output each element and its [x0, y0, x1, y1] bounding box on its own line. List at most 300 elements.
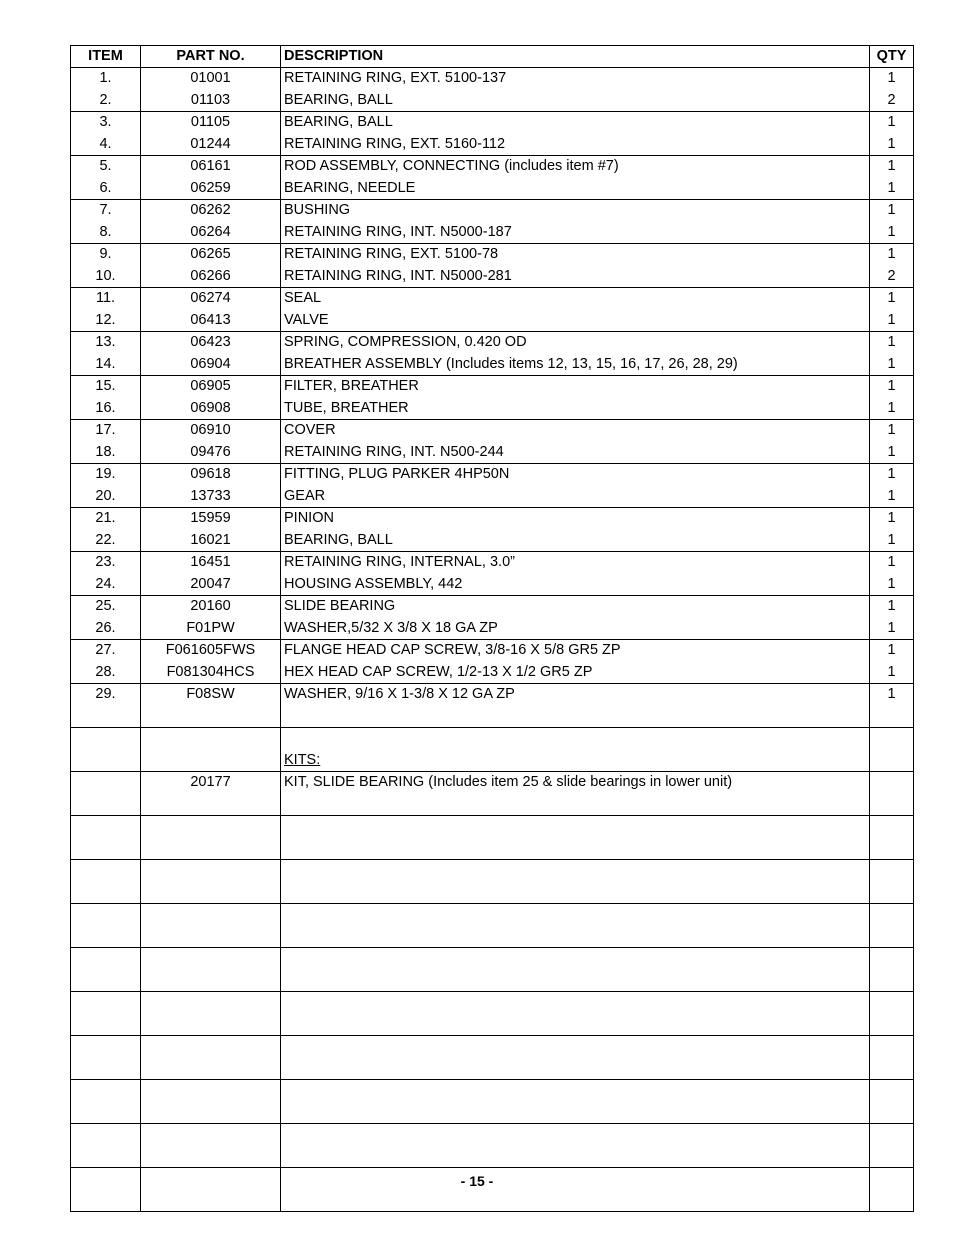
table-row: [71, 1080, 914, 1102]
qty-cell: [870, 68, 914, 90]
item-cell: [71, 266, 141, 288]
part-no-cell: [141, 1124, 281, 1146]
item-cell: [71, 376, 141, 398]
table-row: [71, 486, 914, 508]
description-cell: [281, 1036, 870, 1058]
item-cell-text: 26.: [95, 619, 116, 636]
description-cell: [281, 222, 870, 244]
part-no-cell: [141, 1190, 281, 1212]
item-cell: [71, 904, 141, 926]
item-cell: [71, 640, 141, 662]
description-cell: [281, 288, 870, 310]
table-row: [71, 552, 914, 574]
qty-cell: [870, 222, 914, 244]
part-no-cell: [141, 794, 281, 816]
item-cell: [71, 332, 141, 354]
table-row: [71, 266, 914, 288]
table-row: [71, 838, 914, 860]
table-row: [71, 332, 914, 354]
item-cell: [71, 1036, 141, 1058]
description-cell-text: VALVE: [284, 311, 329, 328]
table-row: [71, 442, 914, 464]
part-no-cell-text: 06904: [190, 355, 231, 372]
qty-cell: [870, 948, 914, 970]
item-cell-text: 22.: [95, 531, 116, 548]
item-cell: [71, 156, 141, 178]
item-cell: [71, 68, 141, 90]
part-no-cell-text: F08SW: [186, 686, 235, 702]
description-cell-text: SEAL: [284, 290, 322, 306]
item-cell-text: 3.: [99, 114, 112, 130]
description-cell: [281, 1058, 870, 1080]
item-cell-text: 29.: [95, 686, 116, 702]
part-no-cell: [141, 156, 281, 178]
item-cell: [71, 970, 141, 992]
item-cell-text: 27.: [95, 642, 116, 658]
qty-cell: [870, 486, 914, 508]
table-row: [71, 288, 914, 310]
qty-cell: [870, 970, 914, 992]
part-no-cell-text: 01244: [190, 135, 231, 152]
qty-cell: [870, 90, 914, 112]
part-no-cell-text: 20177: [190, 774, 231, 790]
qty-cell-text: 1: [887, 686, 896, 702]
qty-cell: [870, 288, 914, 310]
part-no-cell: [141, 244, 281, 266]
table-row: [71, 1058, 914, 1080]
item-cell-text: 8.: [99, 223, 112, 240]
part-no-cell: [141, 222, 281, 244]
part-no-cell-text: 15959: [190, 510, 231, 526]
description-cell: [281, 794, 870, 816]
item-cell: [71, 684, 141, 706]
description-cell: [281, 530, 870, 552]
qty-cell: [870, 1036, 914, 1058]
qty-cell: [870, 574, 914, 596]
qty-cell: [870, 552, 914, 574]
description-cell: [281, 310, 870, 332]
description-cell-text: BREATHER ASSEMBLY (Includes items 12, 13, 15, 16, 17, 26, 28, 29): [284, 355, 738, 372]
qty-cell-text: 1: [887, 399, 896, 416]
item-cell-text: 2.: [99, 91, 112, 108]
part-no-cell: [141, 112, 281, 134]
parts-table-body: [71, 68, 914, 1212]
part-no-cell-text: 01103: [190, 91, 231, 108]
qty-cell-text: 1: [887, 334, 896, 350]
item-cell-text: 17.: [95, 422, 116, 438]
item-cell: [71, 1146, 141, 1168]
description-cell: [281, 706, 870, 728]
qty-cell: [870, 596, 914, 618]
item-cell: [71, 750, 141, 772]
description-cell-text: FLANGE HEAD CAP SCREW, 3/8-16 X 5/8 GR5 ZP: [284, 642, 621, 658]
item-cell-text: 13.: [95, 334, 116, 350]
qty-cell: [870, 134, 914, 156]
item-cell: [71, 794, 141, 816]
description-cell: [281, 948, 870, 970]
description-cell-text: WASHER,5/32 X 3/8 X 18 GA ZP: [284, 619, 498, 636]
description-cell-text: RETAINING RING, INTERNAL, 3.0”: [284, 554, 515, 570]
table-row: [71, 1014, 914, 1036]
table-row: [71, 1124, 914, 1146]
item-cell: [71, 222, 141, 244]
description-cell-text: RETAINING RING, EXT. 5100-137: [284, 70, 507, 86]
description-cell-text: PINION: [284, 510, 334, 526]
item-cell-text: 16.: [95, 399, 116, 416]
description-cell-text: RETAINING RING, INT. N500-244: [284, 443, 504, 460]
description-cell: [281, 508, 870, 530]
part-no-cell: [141, 178, 281, 200]
part-no-cell: [141, 860, 281, 882]
description-cell: [281, 816, 870, 838]
description-cell: [281, 442, 870, 464]
qty-cell: [870, 1102, 914, 1124]
description-cell: [281, 684, 870, 706]
item-cell: [71, 1190, 141, 1212]
description-cell: [281, 354, 870, 376]
item-cell: [71, 992, 141, 1014]
item-cell-text: 14.: [95, 355, 116, 372]
part-no-cell: [141, 596, 281, 618]
part-no-cell: [141, 750, 281, 772]
part-no-cell-text: 06908: [190, 399, 231, 416]
description-cell-text: WASHER, 9/16 X 1-3/8 X 12 GA ZP: [284, 686, 515, 702]
description-cell: [281, 1146, 870, 1168]
description-cell-text: SPRING, COMPRESSION, 0.420 OD: [284, 334, 527, 350]
table-row: [71, 992, 914, 1014]
item-cell-text: 11.: [95, 290, 116, 306]
part-no-cell: [141, 486, 281, 508]
description-cell: [281, 200, 870, 222]
qty-cell-text: 1: [887, 246, 896, 262]
part-no-cell-text: 01105: [190, 114, 231, 130]
description-cell-text: KIT, SLIDE BEARING (Includes item 25 & slide bearings in lower unit): [284, 774, 733, 790]
part-no-cell: [141, 1036, 281, 1058]
item-cell: [71, 552, 141, 574]
item-cell: [71, 574, 141, 596]
item-cell: [71, 882, 141, 904]
part-no-cell-text: 16451: [190, 554, 231, 570]
item-cell-text: 5.: [99, 158, 112, 174]
description-cell: [281, 1102, 870, 1124]
description-cell: [281, 420, 870, 442]
qty-cell: [870, 816, 914, 838]
part-no-cell: [141, 882, 281, 904]
item-cell: [71, 244, 141, 266]
description-cell: [281, 332, 870, 354]
table-row: [71, 1146, 914, 1168]
part-no-cell: [141, 640, 281, 662]
part-no-cell-text: F061605FWS: [165, 642, 256, 658]
qty-cell: [870, 618, 914, 640]
description-cell-text: RETAINING RING, EXT. 5160-112: [284, 135, 506, 152]
qty-cell: [870, 332, 914, 354]
table-row: [71, 398, 914, 420]
qty-cell-text: 1: [887, 114, 896, 130]
header-qty: QTY: [870, 46, 914, 68]
qty-cell: [870, 112, 914, 134]
description-cell: [281, 112, 870, 134]
table-row: [71, 134, 914, 156]
qty-cell: [870, 200, 914, 222]
qty-cell: [870, 354, 914, 376]
table-row: [71, 156, 914, 178]
table-row: [71, 728, 914, 750]
description-cell: [281, 772, 870, 794]
part-no-cell: [141, 90, 281, 112]
description-cell: [281, 882, 870, 904]
part-no-cell-text: 06274: [190, 290, 231, 306]
part-no-cell: [141, 354, 281, 376]
table-row: [71, 1036, 914, 1058]
description-cell: [281, 728, 870, 750]
description-cell: [281, 68, 870, 90]
part-no-cell-text: 06161: [190, 158, 231, 174]
table-row: [71, 684, 914, 706]
item-cell: [71, 134, 141, 156]
qty-cell-text: 1: [887, 510, 896, 526]
item-cell-text: 15.: [95, 378, 116, 394]
qty-cell-text: 1: [887, 135, 896, 152]
qty-cell: [870, 310, 914, 332]
item-cell: [71, 1058, 141, 1080]
description-cell-text: FITTING, PLUG PARKER 4HP50N: [284, 466, 510, 482]
part-no-cell-text: 06910: [190, 422, 231, 438]
part-no-cell: [141, 442, 281, 464]
part-no-cell: [141, 816, 281, 838]
part-no-cell-text: 01001: [190, 70, 231, 86]
description-cell: [281, 970, 870, 992]
part-no-cell-text: 06264: [190, 223, 231, 240]
table-row: [71, 794, 914, 816]
item-cell: [71, 508, 141, 530]
item-cell: [71, 1080, 141, 1102]
part-no-cell-text: 20160: [190, 598, 231, 614]
item-cell-text: 20.: [95, 487, 116, 504]
part-no-cell: [141, 970, 281, 992]
qty-cell-text: 1: [887, 223, 896, 240]
qty-cell: [870, 530, 914, 552]
description-cell-text: BEARING, BALL: [284, 114, 393, 130]
description-cell: [281, 156, 870, 178]
description-cell-text: COVER: [284, 422, 336, 438]
part-no-cell: [141, 662, 281, 684]
qty-cell-text: 1: [887, 378, 896, 394]
part-no-cell-text: 06266: [190, 267, 231, 284]
part-no-cell: [141, 1014, 281, 1036]
part-no-cell-text: 09618: [190, 466, 231, 482]
table-row: [71, 530, 914, 552]
description-cell: [281, 860, 870, 882]
item-cell-text: 23.: [95, 554, 116, 570]
qty-cell: [870, 442, 914, 464]
qty-cell: [870, 398, 914, 420]
description-cell: [281, 662, 870, 684]
item-cell-text: 28.: [95, 663, 116, 680]
part-no-cell: [141, 68, 281, 90]
header-part-no: PART NO.: [141, 46, 281, 68]
qty-cell: [870, 640, 914, 662]
qty-cell-text: 1: [887, 70, 896, 86]
qty-cell-text: 1: [887, 443, 896, 460]
table-row: [71, 860, 914, 882]
qty-cell: [870, 992, 914, 1014]
item-cell: [71, 1124, 141, 1146]
qty-cell: [870, 662, 914, 684]
table-row: [71, 310, 914, 332]
item-cell: [71, 926, 141, 948]
qty-cell: [870, 156, 914, 178]
description-cell-text: BEARING, NEEDLE: [284, 179, 416, 196]
page-number: - 15 -: [460, 1173, 494, 1189]
table-row: [71, 90, 914, 112]
table-row: [71, 244, 914, 266]
part-no-cell-text: 09476: [190, 443, 231, 460]
qty-cell: [870, 1058, 914, 1080]
item-cell: [71, 354, 141, 376]
qty-cell-text: 1: [887, 158, 896, 174]
table-row: [71, 618, 914, 640]
item-cell: [71, 530, 141, 552]
item-cell-text: 24.: [95, 575, 116, 592]
part-no-cell: [141, 838, 281, 860]
qty-cell-text: 1: [887, 422, 896, 438]
qty-cell-text: 1: [887, 663, 896, 680]
description-cell: [281, 904, 870, 926]
part-no-cell-text: 06423: [190, 334, 231, 350]
description-cell: [281, 266, 870, 288]
item-cell-text: 7.: [99, 202, 112, 218]
qty-cell: [870, 420, 914, 442]
table-row: [71, 354, 914, 376]
qty-cell: [870, 706, 914, 728]
part-no-cell: [141, 926, 281, 948]
qty-cell-text: 1: [887, 487, 896, 504]
parts-list-table: [70, 45, 914, 1212]
item-cell: [71, 200, 141, 222]
part-no-cell-text: 06265: [190, 246, 231, 262]
description-cell: [281, 838, 870, 860]
qty-cell: [870, 1124, 914, 1146]
description-cell-text: KITS:: [284, 751, 321, 768]
qty-cell: [870, 1146, 914, 1168]
table-row: [71, 376, 914, 398]
table-row: [71, 926, 914, 948]
item-cell: [71, 596, 141, 618]
item-cell: [71, 860, 141, 882]
part-no-cell: [141, 1102, 281, 1124]
part-no-cell: [141, 464, 281, 486]
item-cell: [71, 662, 141, 684]
description-cell-text: RETAINING RING, EXT. 5100-78: [284, 246, 499, 262]
item-cell-text: 9.: [99, 246, 112, 262]
description-cell-text: HEX HEAD CAP SCREW, 1/2-13 X 1/2 GR5 ZP: [284, 663, 593, 680]
table-row: [71, 882, 914, 904]
description-cell-text: RETAINING RING, INT. N5000-281: [284, 267, 512, 284]
qty-cell-text: 1: [887, 598, 896, 614]
description-cell-text: BUSHING: [284, 202, 351, 218]
description-cell: [281, 178, 870, 200]
qty-cell: [870, 178, 914, 200]
table-row: [71, 200, 914, 222]
qty-cell-text: 1: [887, 290, 896, 306]
part-no-cell: [141, 1058, 281, 1080]
qty-cell-text: 1: [887, 554, 896, 570]
part-no-cell: [141, 398, 281, 420]
qty-cell-text: 1: [887, 311, 896, 328]
description-cell: [281, 992, 870, 1014]
table-row: [71, 1190, 914, 1212]
qty-cell: [870, 464, 914, 486]
table-row: [71, 1102, 914, 1124]
table-row: [71, 596, 914, 618]
qty-cell-text: 1: [887, 642, 896, 658]
item-cell-text: 1.: [99, 70, 112, 86]
part-no-cell-text: F081304HCS: [166, 663, 255, 680]
description-cell: [281, 750, 870, 772]
part-no-cell: [141, 904, 281, 926]
part-no-cell: [141, 618, 281, 640]
table-row: [71, 420, 914, 442]
table-row: [71, 706, 914, 728]
description-cell: [281, 134, 870, 156]
table-header-row: [71, 46, 914, 68]
table-row: [71, 112, 914, 134]
qty-cell: [870, 860, 914, 882]
part-no-cell: [141, 552, 281, 574]
description-cell: [281, 398, 870, 420]
description-cell-text: ROD ASSEMBLY, CONNECTING (includes item #7): [284, 158, 619, 174]
item-cell: [71, 288, 141, 310]
part-no-cell: [141, 288, 281, 310]
item-cell-text: 6.: [99, 179, 112, 196]
qty-cell: [870, 794, 914, 816]
description-cell: [281, 90, 870, 112]
part-no-cell: [141, 376, 281, 398]
item-cell: [71, 112, 141, 134]
qty-cell-text: 1: [887, 179, 896, 196]
qty-cell: [870, 904, 914, 926]
item-cell: [71, 464, 141, 486]
item-cell-text: 19.: [95, 466, 116, 482]
qty-cell: [870, 266, 914, 288]
qty-cell: [870, 376, 914, 398]
item-cell: [71, 310, 141, 332]
item-cell: [71, 838, 141, 860]
qty-cell: [870, 838, 914, 860]
table-row: [71, 178, 914, 200]
qty-cell: [870, 1190, 914, 1212]
part-no-cell-text: 16021: [190, 531, 231, 548]
qty-cell: [870, 684, 914, 706]
item-cell-text: 21.: [95, 510, 116, 526]
part-no-cell: [141, 706, 281, 728]
part-no-cell-text: 13733: [190, 487, 231, 504]
part-no-cell: [141, 310, 281, 332]
item-cell-text: 12.: [95, 311, 116, 328]
item-cell-text: 10.: [95, 267, 116, 284]
description-cell-text: BEARING, BALL: [284, 91, 393, 108]
table-row: [71, 816, 914, 838]
description-cell: [281, 640, 870, 662]
description-cell: [281, 1124, 870, 1146]
description-cell-text: HOUSING ASSEMBLY, 442: [284, 575, 463, 592]
item-cell: [71, 706, 141, 728]
item-cell: [71, 398, 141, 420]
description-cell-text: TUBE, BREATHER: [284, 399, 409, 416]
qty-cell-text: 1: [887, 531, 896, 548]
part-no-cell-text: 06262: [190, 202, 231, 218]
